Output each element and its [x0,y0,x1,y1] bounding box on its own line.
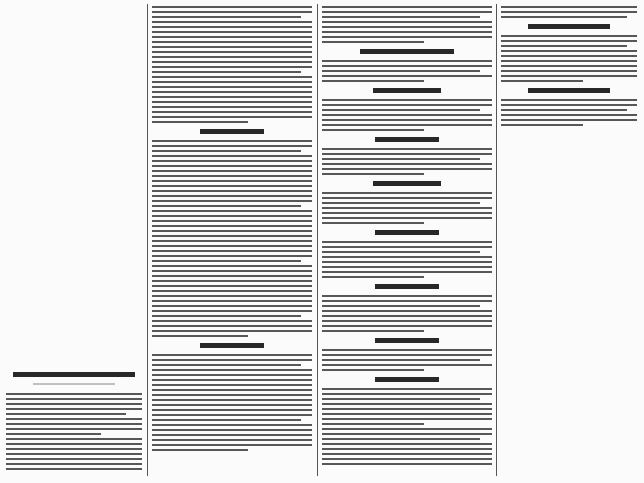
section-heading-bar [373,88,441,93]
text-line [152,66,312,68]
text-line [501,65,637,67]
text-line [322,305,480,307]
text-line [152,414,312,416]
text-line [152,46,312,48]
text-line [501,55,637,57]
text-line [322,393,492,395]
text-line [152,389,312,391]
section-heading-bar [373,181,441,186]
text-line [152,315,301,317]
text-line [322,41,424,43]
column-rule-2 [317,4,318,476]
text-line [152,11,312,13]
text-line [322,261,492,263]
text-line [152,51,312,53]
text-line [322,109,480,111]
text-line [501,75,637,77]
text-line [501,99,637,101]
text-line [322,276,424,278]
text-line [152,359,312,361]
text-line [501,124,583,126]
text-line [152,36,312,38]
text-line [322,413,492,415]
text-line [152,280,312,282]
text-line [152,160,312,162]
text-line [152,439,312,441]
text-line [152,31,312,33]
text-line [322,148,492,150]
text-line [152,111,312,113]
text-line [322,295,492,297]
text-line [152,170,312,172]
text-line [152,250,312,252]
column-1 [6,6,142,476]
text-line [322,403,492,405]
text-line [152,225,312,227]
section-heading-bar [200,129,264,134]
text-line [152,285,312,287]
text-line [322,124,492,126]
text-line [322,197,492,199]
text-line [322,31,492,33]
text-line [322,423,424,425]
text-line [322,438,480,440]
text-line [322,222,424,224]
text-line [152,26,312,28]
section-heading-bar [528,24,610,29]
text-line [152,240,312,242]
text-line [322,256,492,258]
column-1-title [8,370,138,382]
section-heading-bar [375,137,440,142]
text-line [152,330,312,332]
text-line [152,260,301,262]
text-line [322,364,492,366]
text-line [152,190,312,192]
text-line [152,409,312,411]
text-line [322,163,492,165]
section-heading-bar [528,88,610,93]
text-line [501,35,637,37]
text-line [322,104,492,106]
text-line [152,404,312,406]
text-line [322,369,424,371]
section-heading-bar [375,377,440,382]
text-line [501,119,637,121]
section-heading-bar [375,338,440,343]
text-line [152,185,312,187]
text-line [322,330,424,332]
text-line [322,129,424,131]
text-line [501,70,637,72]
text-line [152,96,312,98]
text-line [152,364,301,366]
text-line [152,145,312,147]
text-line [152,320,312,322]
text-line [322,433,492,435]
text-line [322,310,492,312]
text-line [152,255,312,257]
text-line [152,444,312,446]
text-line [322,173,424,175]
text-line [322,463,492,465]
text-line [152,106,312,108]
section-heading-bar [200,343,264,348]
text-line [152,180,312,182]
text-line [152,310,312,312]
text-line [501,40,637,42]
text-line [152,86,312,88]
text-line [322,114,492,116]
column-3 [322,6,492,476]
text-line [322,428,492,430]
text-line [152,434,312,436]
text-line [322,75,492,77]
text-line [152,165,312,167]
section-heading-bar [360,49,454,54]
text-line [152,399,312,401]
text-line [152,101,312,103]
section-heading-bar [375,230,440,235]
text-line [322,217,492,219]
text-line [322,11,492,13]
text-line [152,270,312,272]
text-line [322,36,492,38]
text-line [322,158,480,160]
text-line [322,212,492,214]
text-line [322,99,492,101]
column-4 [501,6,637,476]
text-line [501,60,637,62]
text-line [322,6,492,8]
text-line [501,6,637,8]
text-line [152,384,312,386]
text-line [322,60,492,62]
text-line [152,354,312,356]
text-line [322,320,492,322]
text-line [152,41,312,43]
text-line [322,26,492,28]
text-line [501,16,627,18]
text-line [322,246,492,248]
text-line [322,271,492,273]
text-line [322,80,424,82]
text-line [322,349,492,351]
text-line [152,6,312,8]
text-line [322,251,480,253]
text-line [152,290,312,292]
text-line [322,241,492,243]
text-line [322,266,492,268]
column-rule-1 [147,4,148,476]
text-line [322,168,492,170]
text-line [152,429,312,431]
section-heading-bar [375,284,440,289]
text-line [152,81,312,83]
text-line [322,354,492,356]
text-line [322,119,492,121]
text-line [322,21,492,23]
text-line [322,16,480,18]
text-line [152,175,312,177]
column-rule-3 [496,4,497,476]
column-2 [152,6,312,476]
text-line [152,235,312,237]
text-line [322,325,492,327]
text-line [322,408,492,410]
text-line [322,458,492,460]
text-line [322,453,492,455]
text-line [152,335,248,337]
text-line [152,449,248,451]
text-line [322,300,492,302]
text-line [322,65,492,67]
text-line [152,374,312,376]
text-line [152,205,301,207]
text-line [501,109,627,111]
text-line [322,207,492,209]
text-line [152,210,312,212]
text-line [152,230,312,232]
text-line [152,295,312,297]
text-line [152,305,312,307]
text-line [322,448,492,450]
text-line [152,150,301,152]
text-line [322,443,492,445]
text-line [152,325,312,327]
text-line [152,275,312,277]
text-line [501,11,637,13]
text-line [322,315,492,317]
text-line [152,56,312,58]
text-line [152,155,312,157]
text-line [152,300,312,302]
text-line [322,192,492,194]
text-line [322,418,492,420]
text-line [152,245,312,247]
text-line [322,70,480,72]
text-line [322,153,492,155]
text-line [152,116,312,118]
text-line [152,424,312,426]
text-line [152,265,312,267]
text-line [152,394,312,396]
text-line [152,220,312,222]
text-line [152,195,312,197]
text-line [501,45,627,47]
text-line [152,200,312,202]
text-line [322,388,492,390]
text-line [152,21,312,23]
text-line [322,202,480,204]
text-line [152,419,301,421]
text-line [501,114,637,116]
text-line [152,379,312,381]
text-line [152,215,312,217]
text-line [152,71,301,73]
text-line [152,121,248,123]
text-line [152,61,312,63]
text-line [322,359,480,361]
text-line [152,91,312,93]
text-line [152,369,312,371]
text-line [152,76,312,78]
text-line [501,104,637,106]
text-line [152,16,301,18]
text-line [501,50,637,52]
text-line [322,398,480,400]
text-line [152,140,312,142]
text-line [501,80,583,82]
